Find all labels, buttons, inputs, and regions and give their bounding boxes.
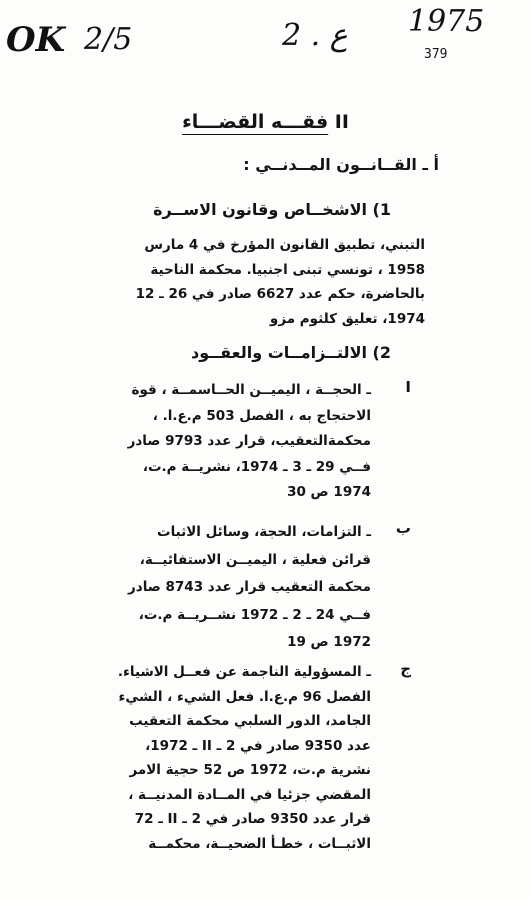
subsection-a-heading <box>243 155 439 174</box>
section-title <box>0 111 531 133</box>
list-item-line: محكمةالتعقيب، قرار عدد 9793 صادر <box>127 433 371 449</box>
list-item-marker: ب <box>395 519 411 537</box>
list-item-line: فــي 24 ـ 2 ـ 1972 نشــريــة م.ت، <box>138 606 371 623</box>
heading1-title: الاشخــاص وقانون الاســرة <box>153 200 367 219</box>
heading-obligations-contracts <box>191 343 391 362</box>
page-number: 379 <box>424 47 448 62</box>
heading2-title: الالتــزامــات والعقــود <box>190 343 367 362</box>
list-item-line: قرار عدد 9350 صادر في 2 ـ II ـ 72 <box>134 811 371 827</box>
heading-persons-family-law <box>153 200 391 219</box>
handwritten-numeral: 2 . ع <box>282 18 348 53</box>
list-item-body <box>51 378 371 506</box>
section-title-text: فقـــه القضـــاء <box>182 111 329 133</box>
list-item-line: عدد 9350 صادر في 2 ـ II ـ 1972، <box>145 737 371 754</box>
paragraph-line: التبني، تطبيق القانون المؤرخ في 4 مارس <box>144 237 425 253</box>
list-item-line: ـ المسؤولية الناجمة عن فعــل الاشياء. <box>117 664 371 680</box>
list-item-line: الاثبــات ، خطـأ الضحيــة، محكمــة <box>148 835 371 852</box>
list-item-line: الجامد، الدور السلبي محكمة التعقيب <box>129 713 371 729</box>
handwritten-year: 1975 <box>408 4 485 39</box>
list-item-line: نشرية م.ت، 1972 ص 52 حجية الامر <box>129 762 371 778</box>
list-item-marker: ج <box>400 660 411 678</box>
section-numeral: II <box>334 111 349 133</box>
paragraph-adoption <box>85 233 425 331</box>
list-item-line: 1972 ص 19 <box>287 634 371 650</box>
paragraph-line: 1958 ، تونسي تبنى اجنبيا. محكمة الناحية <box>150 261 425 278</box>
list-item-line: ـ الحجــة ، اليميــن الحــاسمــة ، قوة <box>131 382 371 398</box>
list-item-line: الاحتجاج به ، الفصل 503 م.ع.ا. ، <box>152 407 371 424</box>
subsection-a-title: ـ القــانــون المــدنــي : <box>243 155 428 174</box>
list-item-body <box>51 519 371 657</box>
heading1-marker: 1) <box>372 200 391 219</box>
list-item-line: قرائن فعلية ، اليميــن الاستفائيــة، <box>139 551 371 568</box>
paragraph-line: بالحاضرة، حكم عدد 6627 صادر في 26 ـ 12 <box>135 286 425 302</box>
heading2-marker: 2) <box>372 343 391 362</box>
list-item-line: 1974 ص 30 <box>287 484 371 500</box>
subsection-a-marker: أ <box>433 155 439 174</box>
list-item-line: فــي 29 ـ 3 ـ 1974، نشريــة م.ت، <box>142 458 371 475</box>
list-item-line: محكمة التعقيب قرار عدد 8743 صادر <box>128 579 371 595</box>
list-item-line: ـ التزامات، الحجة، وسائل الاثبات <box>157 524 371 540</box>
list-item-line: الفصل 96 م.ع.ا. فعل الشيء ، الشيء <box>118 688 371 705</box>
handwritten-fraction: 2/5 <box>84 22 133 57</box>
list-item-line: المقضي جزئيا في المــادة المدنيــة ، <box>128 786 371 803</box>
handwritten-ok-mark: OK <box>6 20 66 60</box>
list-item-body <box>51 660 371 856</box>
list-item-marker: I <box>405 378 411 396</box>
paragraph-line: 1974، تعليق كلثوم مزو <box>269 310 425 327</box>
